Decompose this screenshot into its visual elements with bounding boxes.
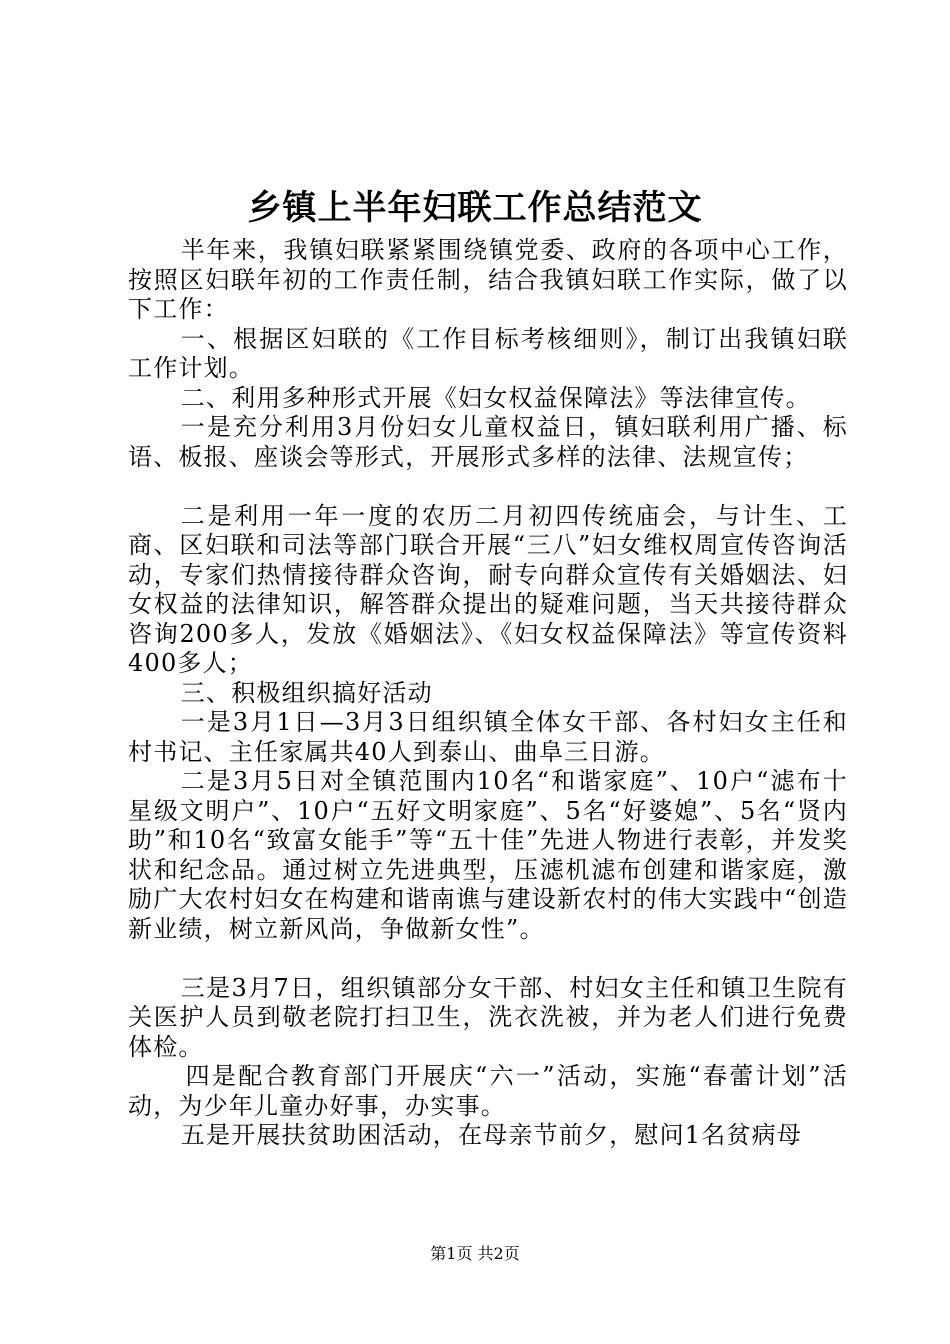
paragraph-intro: 半年来，我镇妇联紧紧围绕镇党委、政府的各项中心工作，按照区妇联年初的工作责任制，结合我镇妇联工作实际，做了以下工作： bbox=[128, 236, 848, 323]
paragraph-item-2-2: 二是利用一年一度的农历二月初四传统庙会，与计生、工商、区妇联和司法等部门联合开展“三八”妇女维权周宣传咨询活动，专家们热情接待群众咨询，耐专向群众宣传有关婚姻法、妇女权益的法律知识，解答群众提出的疑难问题，当天共接待群众咨询200多人，发放《婚姻法》、《妇女权益保障法》等宣传资料400多人； bbox=[128, 501, 848, 677]
paragraph-item-3-5: 五是开展扶贫助困活动，在母亲节前夕，慰问1名贫病母 bbox=[180, 1121, 803, 1149]
paragraph-section-3: 三、积极组织搞好活动 bbox=[180, 678, 433, 707]
paragraph-item-3-1: 一是3月1日—3月3日组织镇全体女干部、各村妇女主任和村书记、主任家属共40人到泰山、曲阜三日游。 bbox=[128, 708, 848, 766]
paragraph-section-2: 二、利用多种形式开展《妇女权益保障法》等法律宣传。 bbox=[180, 383, 811, 412]
document-body bbox=[128, 236, 848, 1151]
paragraph-section-1: 一、根据区妇联的《工作目标考核细则》，制订出我镇妇联工作计划。 bbox=[128, 324, 848, 382]
paragraph-item-3-4: 四是配合教育部门开展庆“六一”活动，实施“春蕾计划”活动，为少年儿童办好事，办实事。 bbox=[128, 1062, 848, 1120]
paragraph-item-3-3: 三是3月7日，组织镇部分女干部、村妇女主任和镇卫生院有关医护人员到敬老院打扫卫生，洗衣洗被，并为老人们进行免费体检。 bbox=[128, 973, 848, 1061]
paragraph-item-2-1: 一是充分利用3月份妇女儿童权益日，镇妇联利用广播、标语、板报、座谈会等形式，开展形式多样的法律、法规宣传； bbox=[128, 413, 848, 471]
paragraph-item-3-2: 二是3月5日对全镇范围内10名“和谐家庭”、10户“滤布十星级文明户”、10户“五好文明家庭”、5名“好婆媳”、5名“贤内助”和10名“致富女能手”等“五十佳”先进人物进行表彰，并发奖状和纪念品。通过树立先进典型，压滤机滤布创建和谐家庭，激励广大农村妇女在构建和谐南谯与建设新农村的伟大实践中“创造新业绩，树立新风尚，争做新女性”。 bbox=[128, 767, 848, 943]
page-footer: 第1页 共2页 bbox=[430, 1244, 520, 1263]
document-title: 乡镇上半年妇联工作总结范文 bbox=[247, 188, 703, 228]
